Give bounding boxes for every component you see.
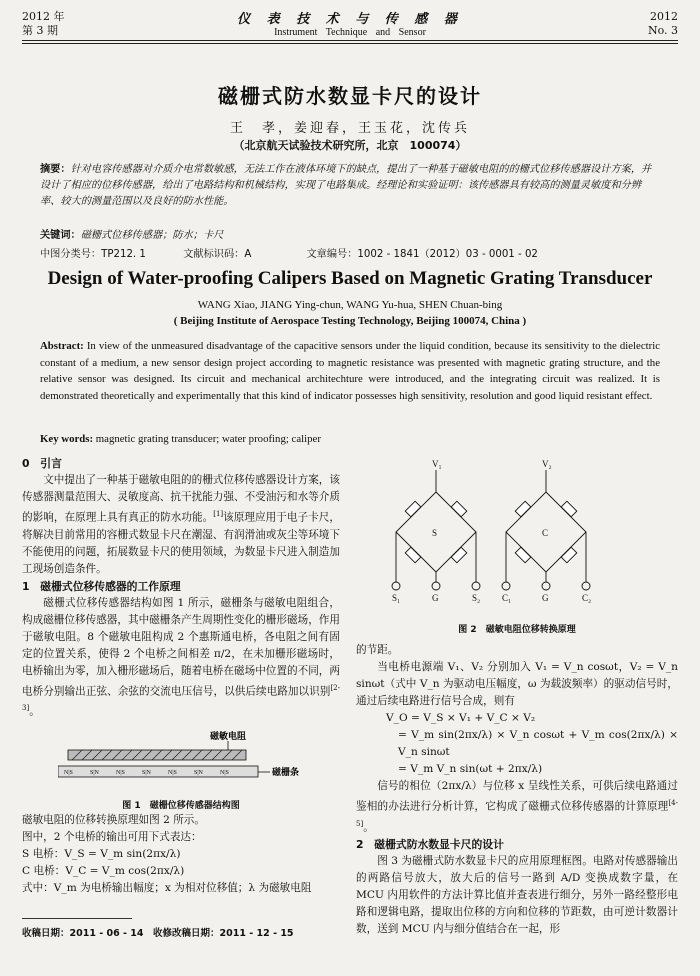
section-1-heading: 1 磁栅式位移传感器的工作原理 xyxy=(22,579,181,593)
equation-vo-2: = V_m sin(2πx/λ) × V_n cosωt + V_m cos(2πx/λ) × V_n sinωt xyxy=(398,729,678,758)
right-para-continuation: 的节距。 xyxy=(356,644,399,656)
clc-number: 中图分类号：TP212. 1 xyxy=(40,249,146,260)
keywords-cn-label: 关键词： xyxy=(40,230,81,241)
header-journal xyxy=(0,8,700,38)
paper-title-cn: 磁栅式防水数显卡尺的设计 xyxy=(218,84,482,108)
right-para-phase xyxy=(356,778,678,836)
fig2-label-c: C xyxy=(542,528,549,538)
svg-text:N|S: N|S xyxy=(220,770,229,776)
fig2-label-s1: S₁ xyxy=(392,593,401,603)
phase-text: 信号的相位（2πx/λ）与位移 x 呈线性关系，可供后续电路通过鉴相的办法进行分析计算，它构成了磁栅式位移传感器的计算原理 xyxy=(356,780,678,813)
header-right xyxy=(648,10,678,38)
section-1-citation: [2-3] xyxy=(22,683,340,713)
left-column-lower xyxy=(22,812,340,897)
header-rule-thin xyxy=(22,43,678,44)
fig2-label-c2: C₂ xyxy=(582,593,592,603)
svg-text:N|S: N|S xyxy=(64,770,73,776)
keywords-cn xyxy=(40,228,660,243)
figure-1-caption: 图 1 磁栅位移传感器结构图 xyxy=(122,801,240,811)
abstract-en-text: In view of the unmeasured disadvantage of the capacitive sensors under the liquid condition, because its sensitivity to the dielectric constant of a medium, a new sensor design project according to magnetic resistance was presented with magnetic grating structure, and the relative sensor was designed. Its circuit and mechanical architechture were introduced, and the integrating circuit was realized. It is demonstrated theoretically and experimentally that this kind of indicator possesses high sensitivity, resolution and good liquid resistant effect. xyxy=(40,340,660,402)
footnote xyxy=(22,925,294,939)
fig2-label-s: S xyxy=(432,528,438,538)
equation-intro: 图中，2 个电桥的输出可用下式表达： xyxy=(22,831,202,843)
fig2-label-v2: V₂ xyxy=(542,459,552,469)
affiliation-cn: （北京航天试验技术研究所，北京 100074） xyxy=(233,139,467,152)
figure-2-caption: 图 2 磁敏电阻位移转换原理 xyxy=(458,625,576,635)
svg-text:S|N: S|N xyxy=(142,770,151,776)
fig2-labels xyxy=(392,459,591,603)
svg-text:N|S: N|S xyxy=(168,770,177,776)
keywords-en-label: Key words: xyxy=(40,433,94,445)
right-column xyxy=(356,642,678,938)
equation-vo-1: V_O = V_S × V₁ + V_C × V₂ xyxy=(386,712,536,724)
right-para-drive-signal: 当电桥电源端 V₁、V₂ 分别加入 V₁ = V_n cosωt，V₂ = V_n sinωt（式中 V_n 为驱动电压幅度，ω 为载波频率）的驱动信号时，通过后续电路进行信号合成，则有 xyxy=(356,661,678,707)
abstract-cn xyxy=(40,162,660,210)
svg-text:S|N: S|N xyxy=(90,770,99,776)
fig2-reference-paragraph: 磁敏电阻的位移转换原理如图 2 所示。 xyxy=(22,814,205,826)
section-0-heading: 0 引言 xyxy=(22,457,62,470)
abstract-cn-label: 摘要： xyxy=(40,164,71,175)
phase-text-end: 。 xyxy=(363,821,374,834)
header-rule-thick xyxy=(22,40,678,41)
revised-label: 收修改稿日期： xyxy=(153,928,220,939)
received-date: 2011 - 06 - 14 xyxy=(69,928,144,939)
section-1-text: 磁栅式位移传感器结构如图 1 所示，磁栅条与磁敏电阻组合，构成磁栅位移传感器，其中磁栅条产生周期性变化的栅形磁场，作用于磁敏电阻。8 个磁敏电阻构成 2 个惠斯通电桥，各电阻之间有固定的位置关系，使得 2 个电桥之间相差 π/2，在未加栅形磁场时，电桥输出为零，加入栅形磁场后，随着电桥在磁场中位置的不同，两电桥分别输出正弦、余弦的交流电压信号，以供后续电路加以识别 xyxy=(22,596,340,698)
keywords-en xyxy=(40,433,660,445)
figure-1-diagram xyxy=(58,728,328,786)
abstract-en xyxy=(40,338,660,404)
revised-date: 2011 - 12 - 15 xyxy=(219,928,294,939)
journal-name-en: Instrument Technique and Sensor xyxy=(274,27,426,38)
section-2-heading: 2 磁栅式防水数显卡尺的设计 xyxy=(356,838,504,852)
intro-citation: [1] xyxy=(213,510,224,518)
header-issue: 第 3 期 xyxy=(22,24,58,37)
authors-en: WANG Xiao, JIANG Ying-chun, WANG Yu-hua, SHEN Chuan-bing xyxy=(197,299,503,311)
equation-where: 式中：V_m 为电桥输出幅度；x 为相对位移值；λ 为磁敏电阻 xyxy=(22,882,312,894)
classification-row xyxy=(40,245,538,260)
header-issue-right: No. 3 xyxy=(647,24,678,37)
journal-name-cn: 仪 表 技 术 与 传 感 器 xyxy=(237,12,463,27)
intro-paragraph xyxy=(22,472,340,578)
svg-text:N|S: N|S xyxy=(116,770,125,776)
left-column xyxy=(22,455,340,721)
phase-citation: [4-5] xyxy=(356,799,678,828)
fig2-label-s2: S₂ xyxy=(472,593,481,603)
paper-title-en: Design of Water-proofing Calipers Based on Magnetic Grating Transducer xyxy=(47,268,653,289)
abstract-cn-text: 针对电容传感器对介质介电常数敏感，无法工作在液体环境下的缺点，提出了一种基于磁敏电阻的的栅式位移传感器设计方案，并设计了相应的位移传感器，给出了电路结构和机械结构，实现了电路集成。经理论和实验证明：该传感器具有较高的测量灵敏度和分辨率、较大的测量范围以及良好的防水性能。 xyxy=(40,164,652,207)
keywords-en-text: magnetic grating transducer; water proofing; caliper xyxy=(95,433,321,445)
received-label: 收稿日期： xyxy=(22,928,70,939)
doc-code: 文献标识码：A xyxy=(183,249,252,260)
keywords-cn-text: 磁栅式位移传感器；防水；卡尺 xyxy=(80,230,224,241)
fig1-mr-label: 磁敏电阻 xyxy=(210,731,247,741)
fig2-label-g-s: G xyxy=(432,593,439,603)
article-number: 文章编号：1002 - 1841（2012）03 - 0001 - 02 xyxy=(306,249,538,260)
section-2-paragraph: 图 3 为磁栅式防水数显卡尺的应用原理框图。电路对传感器输出的两路信号放大，放大后的信号一路到 A/D 变换成数字量，在 MCU 内用软件的方法计算比值并查表进行细分，另外一路经整形电路和逻辑电路，提取出位移的方向和位移的节距数，由可逆计数器计数，送到 MCU 内与细分值结合在一起，形 xyxy=(356,855,678,936)
equation-vo-3: = V_m V_n sin(ωt + 2πx/λ) xyxy=(398,763,543,775)
intro-text: 文中提出了一种基于磁敏电阻的的栅式位移传感器设计方案，该传感器测量范围大、灵敏度高、抗干扰能力强、不受油污和水等介质的影响，在原理上具有真正的防水功能。 xyxy=(22,474,340,524)
intro-text-2: 该原理应用于电子卡尺，将解决目前常用的容栅式数显卡尺在潮湿、有润滑油或灰尘等环境下不能使用的问题，拓展数显卡尺的使用领域，为数显卡尺进入制造加工现场创造条件。 xyxy=(22,511,341,575)
header-year-right: 2012 xyxy=(650,10,678,23)
section-1-text-end: 。 xyxy=(29,705,40,718)
svg-text:S|N: S|N xyxy=(194,770,203,776)
authors-cn: 王 孝，姜迎春，王玉花，沈传兵 xyxy=(229,121,470,136)
footnote-rule xyxy=(22,918,132,919)
fig2-label-c1: C₁ xyxy=(502,593,512,603)
fig1-grating-label: 磁栅条 xyxy=(272,767,300,777)
affiliation-en: ( Beijing Institute of Aerospace Testing Technology, Beijing 100074, China ) xyxy=(173,315,527,327)
header-year: 2012 年 xyxy=(22,10,65,23)
equation-c-bridge: C 电桥：V_C = V_m cos(2πx/λ) xyxy=(22,865,185,877)
fig2-label-v1: V₁ xyxy=(432,459,442,469)
section-1-paragraph xyxy=(22,595,340,721)
figure-2-diagram xyxy=(380,458,680,618)
abstract-en-label: Abstract: xyxy=(40,340,84,352)
fig2-label-g-c: G xyxy=(542,593,549,603)
equation-s-bridge: S 电桥：V_S = V_m sin(2πx/λ) xyxy=(22,848,181,860)
